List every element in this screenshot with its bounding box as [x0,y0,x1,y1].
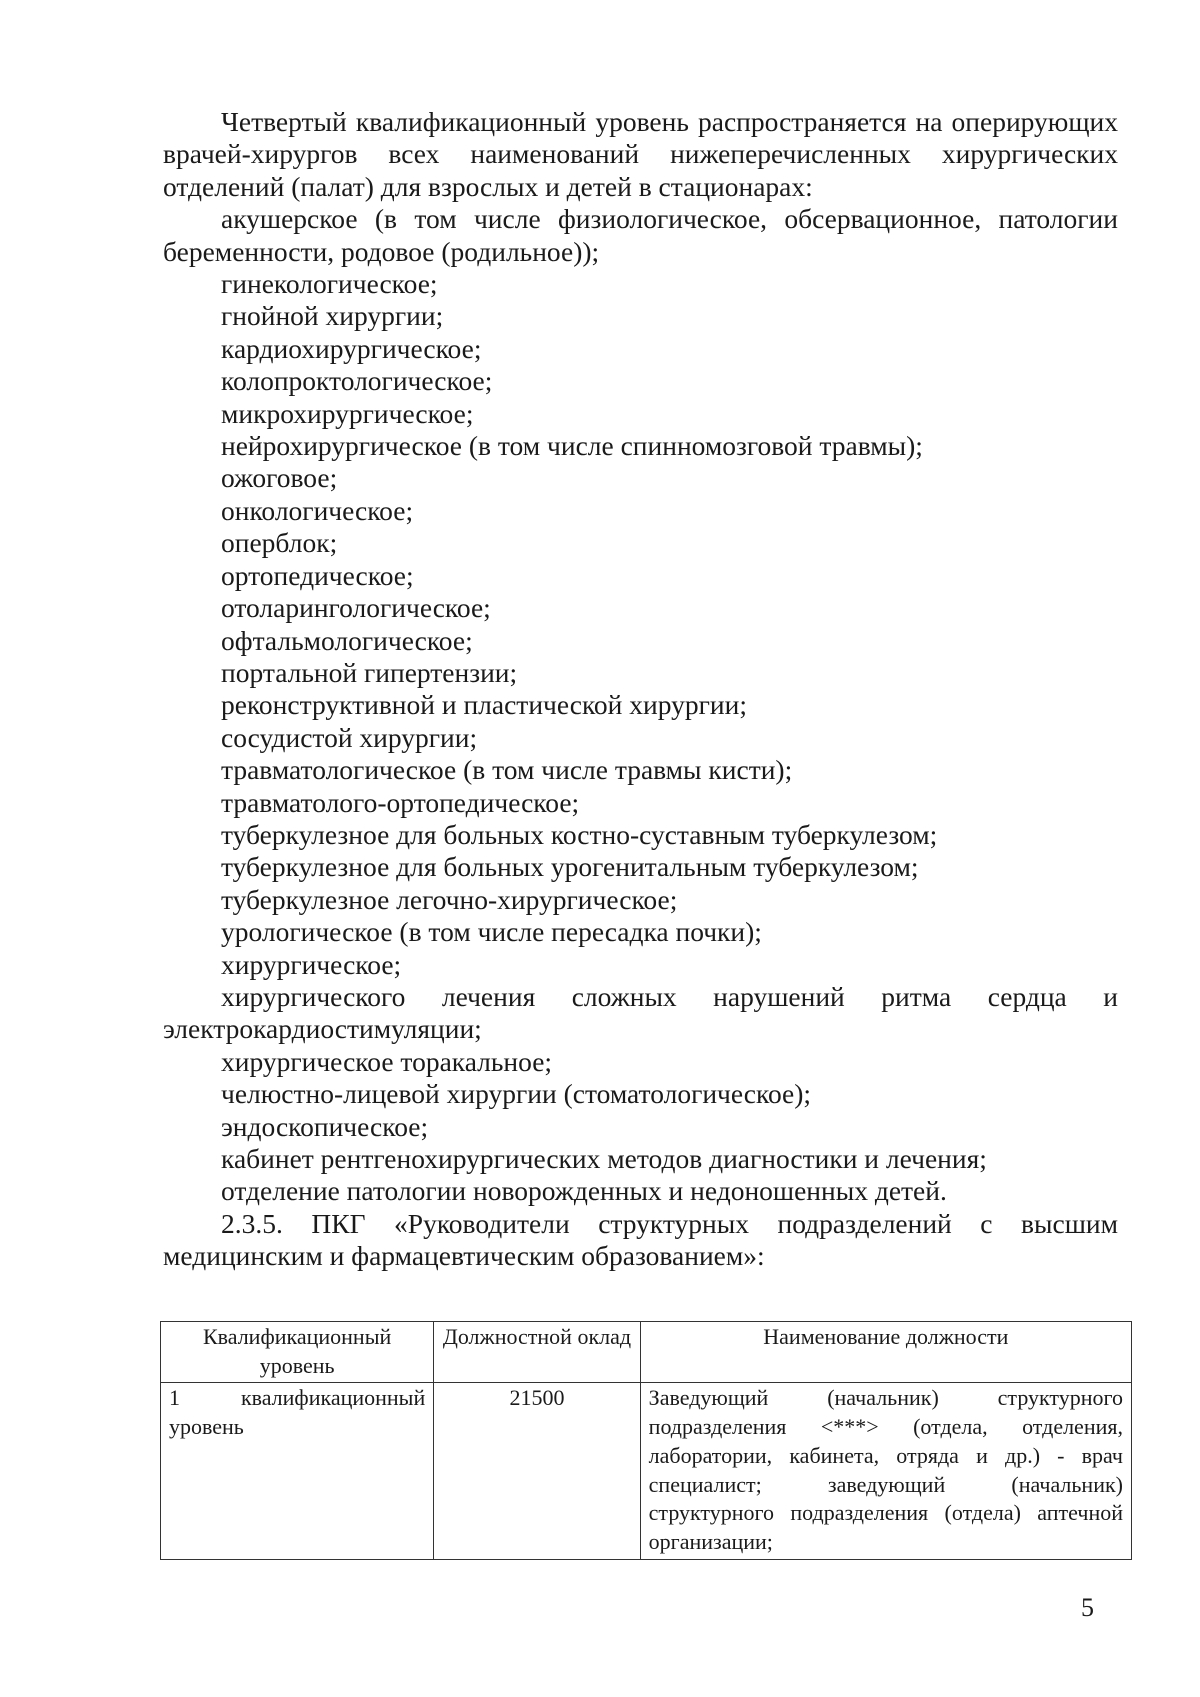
list-item: акушерское (в том числе физиологическое, обсервационное, патологии беременности, родовое (родильное)); [163,203,1118,267]
list-item: реконструктивной и пластической хирургии; [221,689,747,721]
list-item: онкологическое; [221,494,414,526]
departments-list [163,203,1118,1208]
cell-level: 1 квалификационный уровень [161,1383,434,1559]
list-item: кабинет рентгенохирургических методов диагностики и лечения; [221,1143,987,1174]
list-item: урологическое (в том числе пересадка почки); [221,916,762,948]
intro-paragraph: Четвертый квалификационный уровень распространяется на оперирующих врачей-хирургов всех наименований нижеперечисленных хирургических отделений (палат) для взрослых и детей в стационарах: [163,106,1118,202]
list-item: челюстно-лицевой хирургии (стоматологическое); [221,1078,812,1110]
list-item: хирургическое; [221,948,402,980]
positions-table [160,1321,1132,1560]
list-item: эндоскопическое; [221,1110,429,1142]
list-item: кардиохирургическое; [221,332,482,364]
list-item: гнойной хирургии; [221,300,444,332]
list-item: ожоговое; [221,462,338,494]
list-item: отделение патологии новорожденных и недоношенных детей. [221,1175,947,1207]
list-item: хирургическое торакальное; [221,1045,553,1077]
list-item: колопроктологическое; [221,365,493,397]
list-item: травматолого-ортопедическое; [221,786,580,818]
list-item: отоларингологическое; [221,592,491,624]
list-item: хирургического лечения сложных нарушений ритма сердца и электрокардиостимуляции; [163,980,1118,1045]
positions-table-wrapper [160,1321,1132,1560]
list-item: офтальмологическое; [221,624,473,656]
section-heading: 2.3.5. ПКГ «Руководители структурных подразделений с высшим медицинским и фармацевтическим образованием»: [163,1207,1118,1272]
list-item: сосудистой хирургии; [221,721,478,753]
list-item: ортопедическое; [221,559,414,591]
list-item: травматологическое (в том числе травмы кисти); [221,754,793,786]
list-item: гинекологическое; [221,268,438,300]
list-item: туберкулезное для больных костно-суставным туберкулезом; [221,818,938,850]
table-header-row [161,1322,1132,1383]
header-position: Наименование должности [640,1322,1131,1383]
list-item: нейрохирургическое (в том числе спинномозговой травмы); [221,430,923,462]
list-item: оперблок; [221,527,338,559]
list-item: микрохирургическое; [221,397,474,429]
list-item: туберкулезное для больных урогенитальным туберкулезом; [221,851,919,883]
header-salary: Должностной оклад [434,1322,640,1383]
body-text [163,106,1118,1273]
table-row [161,1383,1132,1559]
page-number: 5 [1081,1593,1094,1622]
cell-position: Заведующий (начальник) структурного подразделения <***> (отдела, отделения, лаборатории, кабинета, отряда и др.) - врач специалист; заведующий (начальник) структурного подразделения (отдела) аптечной организации; [640,1383,1131,1559]
list-item: туберкулезное легочно-хирургическое; [221,883,678,915]
cell-salary: 21500 [434,1383,640,1559]
list-item: портальной гипертензии; [221,656,518,688]
header-level: Квалификационный уровень [161,1322,434,1383]
